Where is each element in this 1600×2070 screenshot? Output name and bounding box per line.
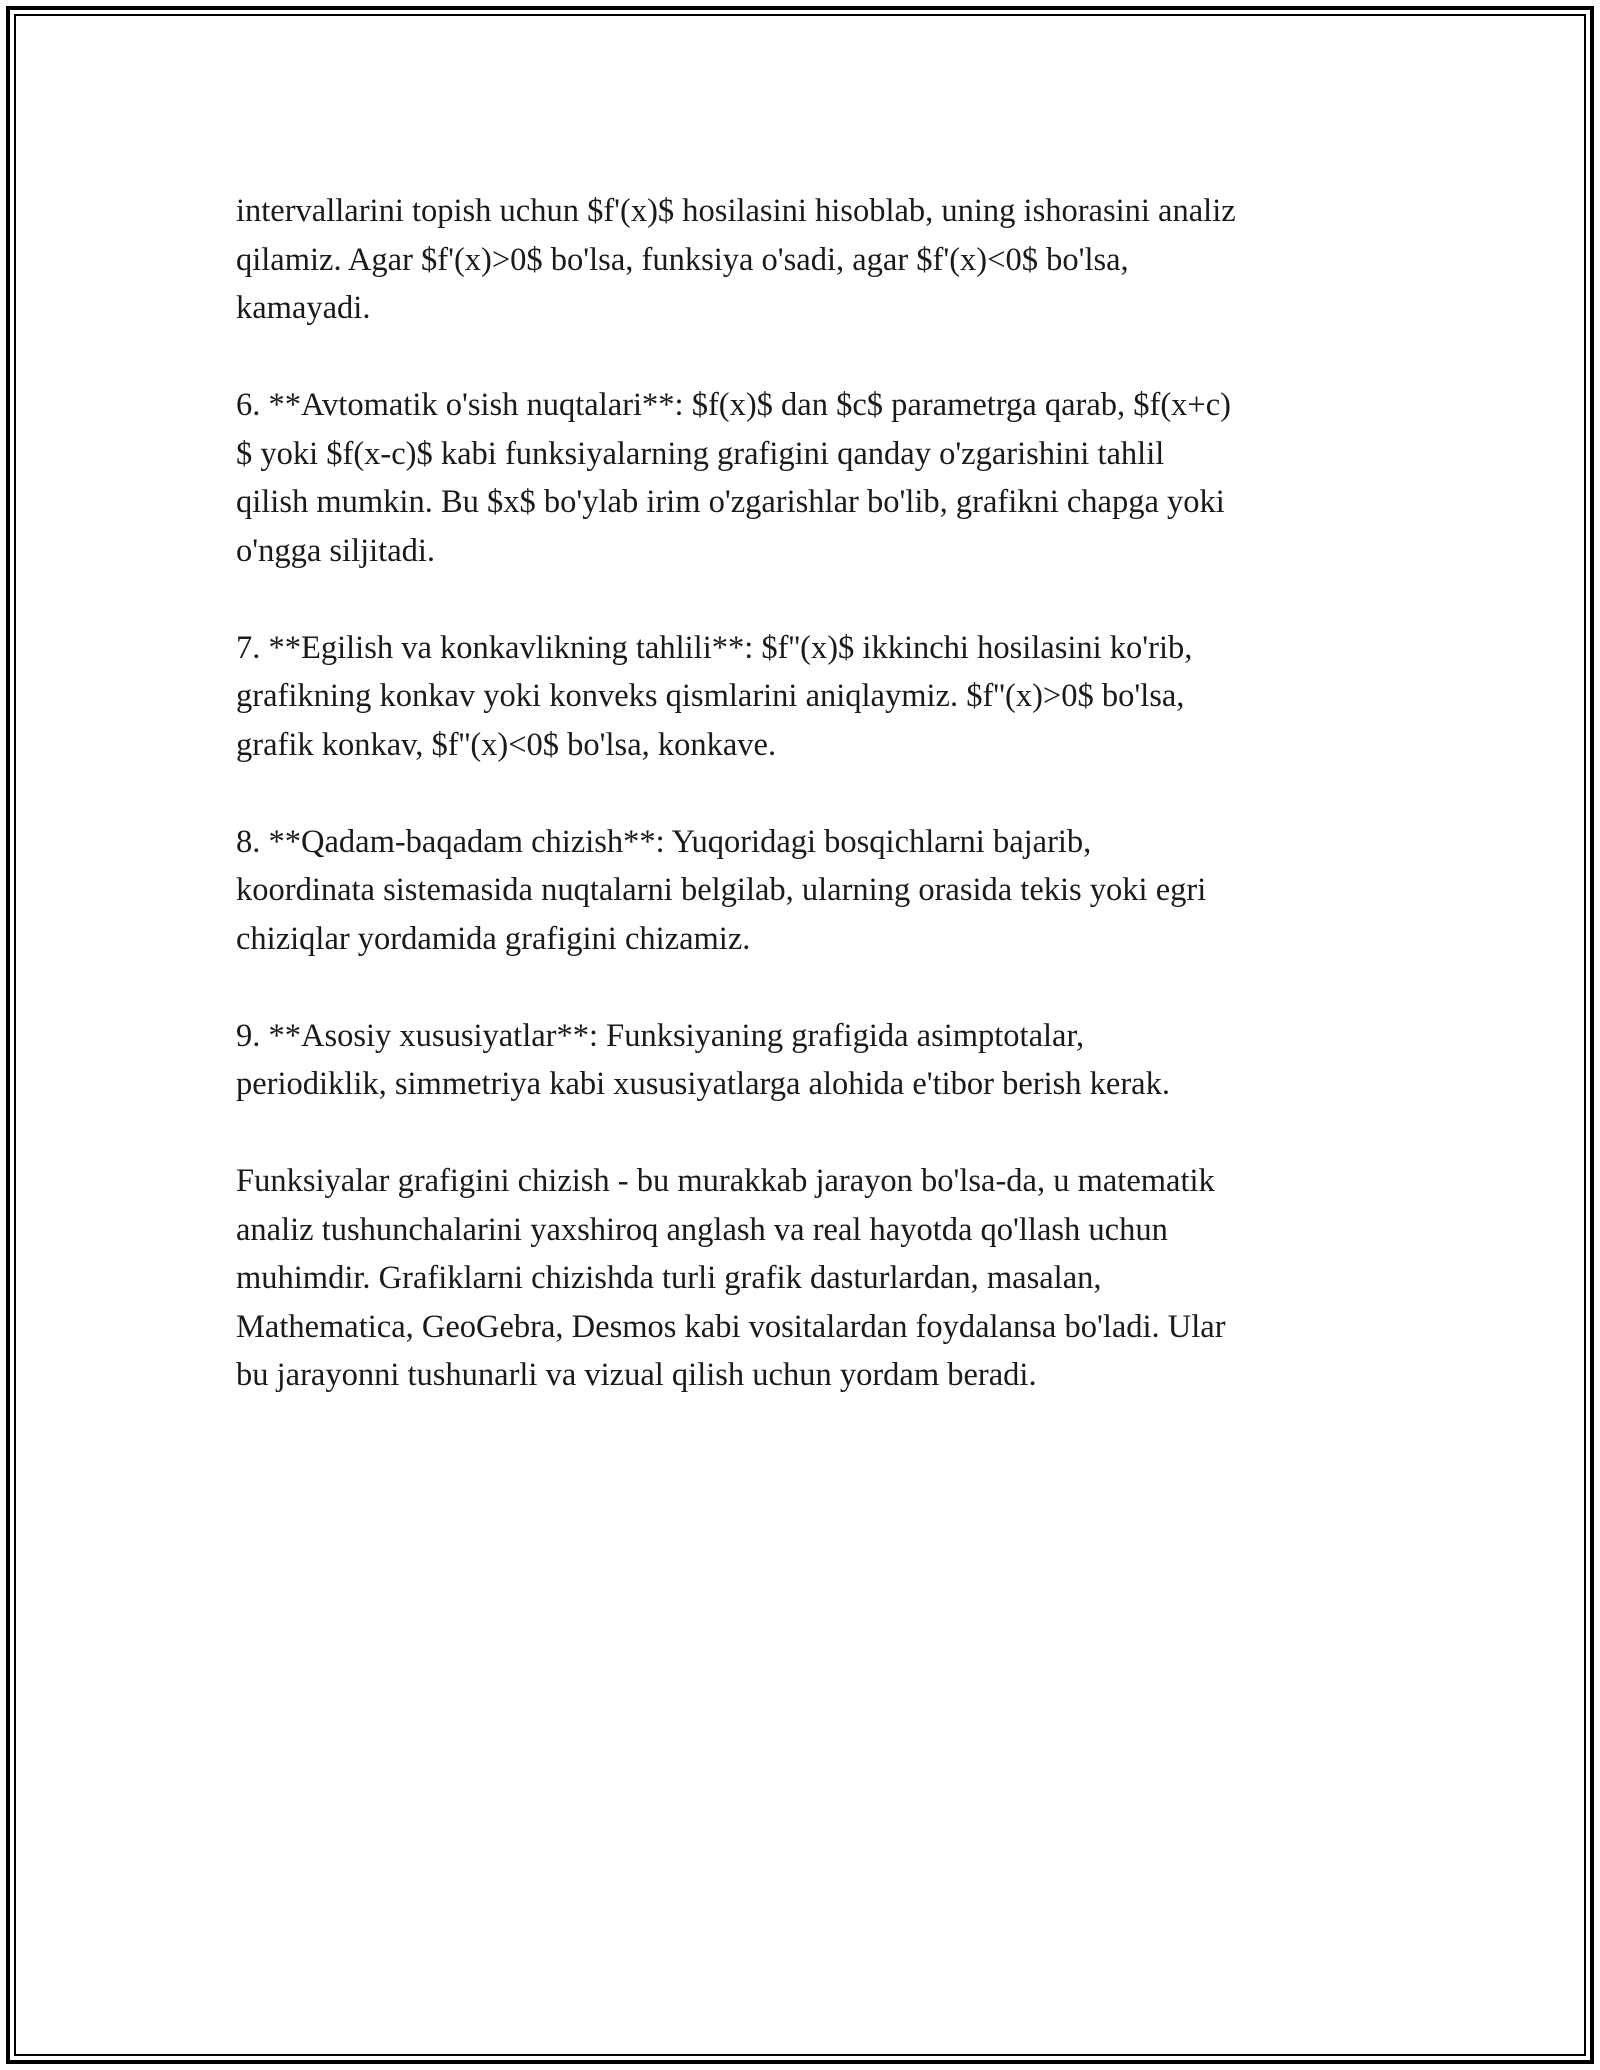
paragraph-item-7: 7. **Egilish va konkavlikning tahlili**: $f''(x)$ ikkinchi hosilasini ko'rib, grafikning konkav yoki konveks qismlarini aniqlaymiz. $f''(x)>0$ bo'lsa, grafik konkav, $f''(x)<0$ bo'lsa, konkave. xyxy=(236,629,1193,763)
paragraph-intervals-continued: intervallarini topish uchun $f'(x)$ hosilasini hisoblab, uning ishorasini analiz qilamiz. Agar $f'(x)>0$ bo'lsa, funksiya o'sadi, agar $f'(x)<0$ bo'lsa, kamayadi. xyxy=(236,193,1236,326)
paragraph-item-6: 6. **Avtomatik o'sish nuqtalari**: $f(x)$ dan $c$ parametrga qarab, $f(x+c) $ yoki $f(x-c)$ kabi funksiyalarning grafigini qanday o'zgarishini tahlil qilish mumkin. Bu $x$ bo'ylab irim o'zgarishlar bo'lib, grafikni chapga yoki o'ngga siljitadi. xyxy=(236,387,1231,569)
paragraph-item-8: 8. **Qadam-baqadam chizish**: Yuqoridagi bosqichlarni bajarib, koordinata sistemasida nuqtalarni belgilab, ularning orasida tekis yoki egri chiziqlar yordamida grafigini chizamiz. xyxy=(236,823,1207,957)
paragraph-conclusion: Funksiyalar grafigini chizish - bu murakkab jarayon bo'lsa-da, u matematik analiz tushunchalarini yaxshiroq anglash va real hayotda qo'llash uchun muhimdir. Grafiklarni chizishda turli grafik dasturlardan, masalan, Mathematica, GeoGebra, Desmos kabi vositalardan foydalansa bo'ladi. Ular bu jarayonni tushunarli va vizual qilish uchun yordam beradi. xyxy=(236,1163,1226,1393)
document-body xyxy=(236,187,1376,1448)
paragraph-item-9: 9. **Asosiy xususiyatlar**: Funksiyaning grafigida asimptotalar, periodiklik, simmetriya kabi xususiyatlarga alohida e'tibor berish kerak. xyxy=(236,1017,1170,1102)
